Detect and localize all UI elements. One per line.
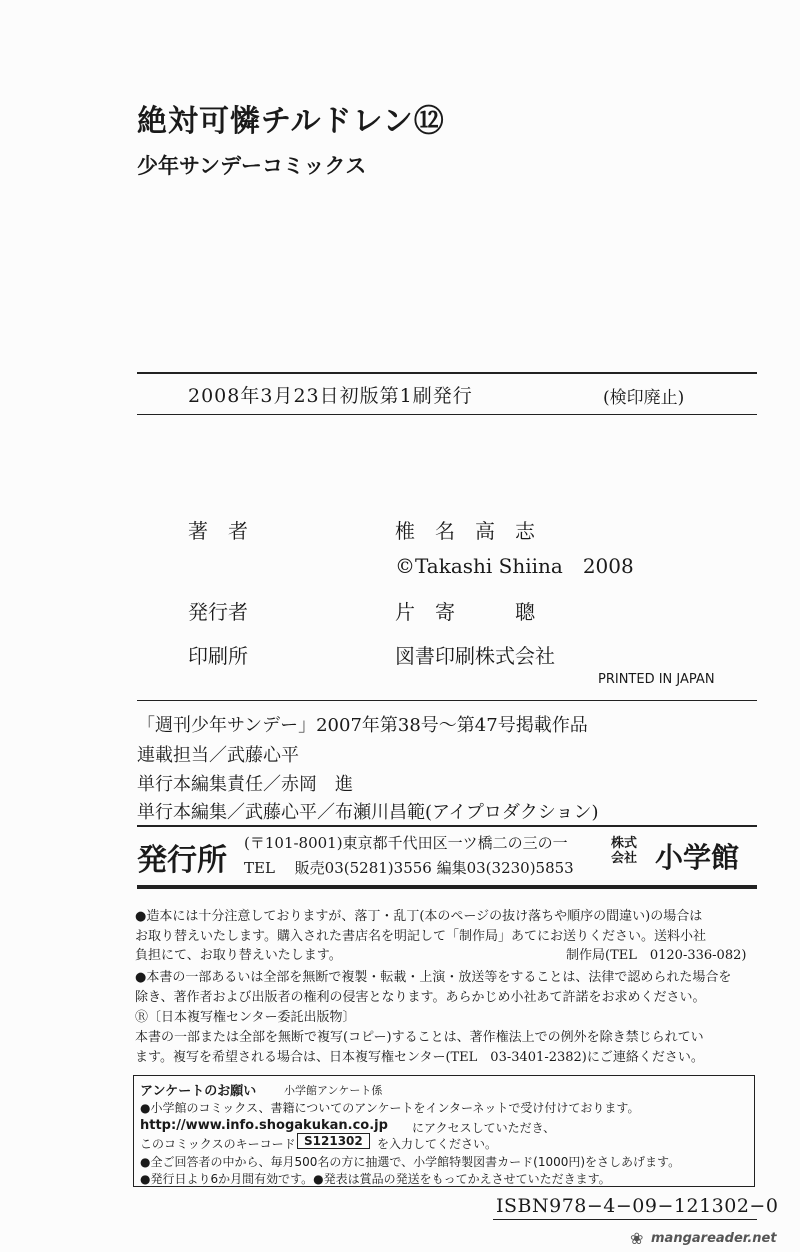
divider-publisher-bottom	[137, 885, 757, 889]
survey-line-1: ●小学館のコミックス、書籍についてのアンケートをインターネットで受け付けております。	[140, 1101, 640, 1115]
printer-label: 印刷所	[188, 644, 248, 668]
book-title: 絶対可憐チルドレン⑫	[137, 104, 445, 139]
serialization-source: 「週刊少年サンデー」2007年第38号〜第47号掲載作品	[137, 715, 588, 736]
no-stamp-note: (検印廃止)	[603, 388, 685, 408]
publisher-person-name: 片 寄 聰	[395, 600, 535, 624]
survey-line-5: ●発行日より6か月間有効です。●発表は賞品の発送をもってかえさせていただきます。	[140, 1172, 611, 1186]
printer-name: 図書印刷株式会社	[395, 644, 555, 668]
watermark-text: mangareader.net	[651, 1231, 777, 1246]
book-editors: 単行本編集／武藤心平／布瀬川昌範(アイプロダクション)	[137, 802, 599, 823]
corp-type-mark: 株式 会社	[611, 836, 638, 866]
divider-top	[137, 372, 757, 374]
divider-credits	[137, 700, 757, 701]
note-binding-3: 負担にて、お取り替えいたします。	[135, 948, 342, 963]
publisher-person-label: 発行者	[188, 600, 248, 624]
note-binding-2: お取り替えいたします。購入された書店名を明記して「制作局」あてにお送りください。送料小社	[135, 929, 706, 944]
divider-publisher-top	[137, 825, 757, 827]
printed-in-japan: PRINTED IN JAPAN	[598, 672, 715, 687]
manufacturing-dept-contact: 制作局(TEL 0120-336-082)	[566, 948, 747, 963]
mangareader-logo-icon: ❀	[630, 1229, 644, 1248]
copyright-line: ©Takashi Shiina 2008	[395, 554, 634, 578]
serial-editor: 連載担当／武藤心平	[137, 745, 299, 766]
note-photocopy-1: 本書の一部または全部を無断で複写(コピー)することは、著作権法上での例外を除き禁じられてい	[135, 1030, 704, 1045]
publication-date: 2008年3月23日初版第1刷発行	[188, 385, 473, 407]
divider-isbn	[493, 1219, 757, 1220]
survey-line-4: ●全ご回答者の中から、毎月500名の方に抽選で、小学館特製図書カード(1000円)をさしあげます。	[140, 1155, 681, 1169]
note-jrrc-title: Ⓡ〔日本複写権センター委託出版物〕	[135, 1010, 356, 1025]
note-copyright-1: ●本書の一部あるいは全部を無断で複製・転載・上演・放送等をすることは、法律で認められた場合を	[135, 970, 732, 985]
imprint-label: 少年サンデーコミックス	[137, 154, 367, 178]
key-code-label: このコミックスのキーコード	[140, 1137, 296, 1151]
author-name: 椎 名 高 志	[395, 519, 535, 543]
key-code-box: S121302	[297, 1133, 370, 1149]
publisher-block-label: 発行所	[137, 843, 227, 878]
note-binding-1: ●造本には十分注意しておりますが、落丁・乱丁(本のページの抜け落ちや順序の間違い)の場合は	[135, 909, 703, 924]
chief-editor: 単行本編集責任／赤岡 進	[137, 774, 353, 795]
publisher-address: (〒101-8001)東京都千代田区一ツ橋二の三の一	[244, 834, 568, 852]
divider-below-date	[137, 414, 757, 415]
survey-url-instruction: にアクセスしていただき、	[412, 1121, 556, 1135]
note-copyright-2: 除き、著作者および出版者の権利の侵害となります。あらかじめ小社あて許諾をお求めください。	[135, 990, 706, 1005]
survey-title: アンケートのお願い	[140, 1084, 257, 1099]
publisher-name: 小学館	[655, 841, 740, 874]
note-photocopy-2: ます。複写を希望される場合は、日本複写権センター(TEL 03-3401-2382)にご連絡ください。	[135, 1050, 704, 1065]
survey-url[interactable]: http://www.info.shogakukan.co.jp	[140, 1118, 388, 1133]
key-code-instruction: を入力してください。	[377, 1137, 498, 1151]
survey-subtitle: 小学館アンケート係	[284, 1084, 383, 1097]
author-label: 著 者	[188, 519, 248, 543]
isbn: ISBN978−4−09−121302−0	[496, 1195, 779, 1217]
publisher-tel: TEL 販売03(5281)3556 編集03(3230)5853	[244, 859, 574, 877]
